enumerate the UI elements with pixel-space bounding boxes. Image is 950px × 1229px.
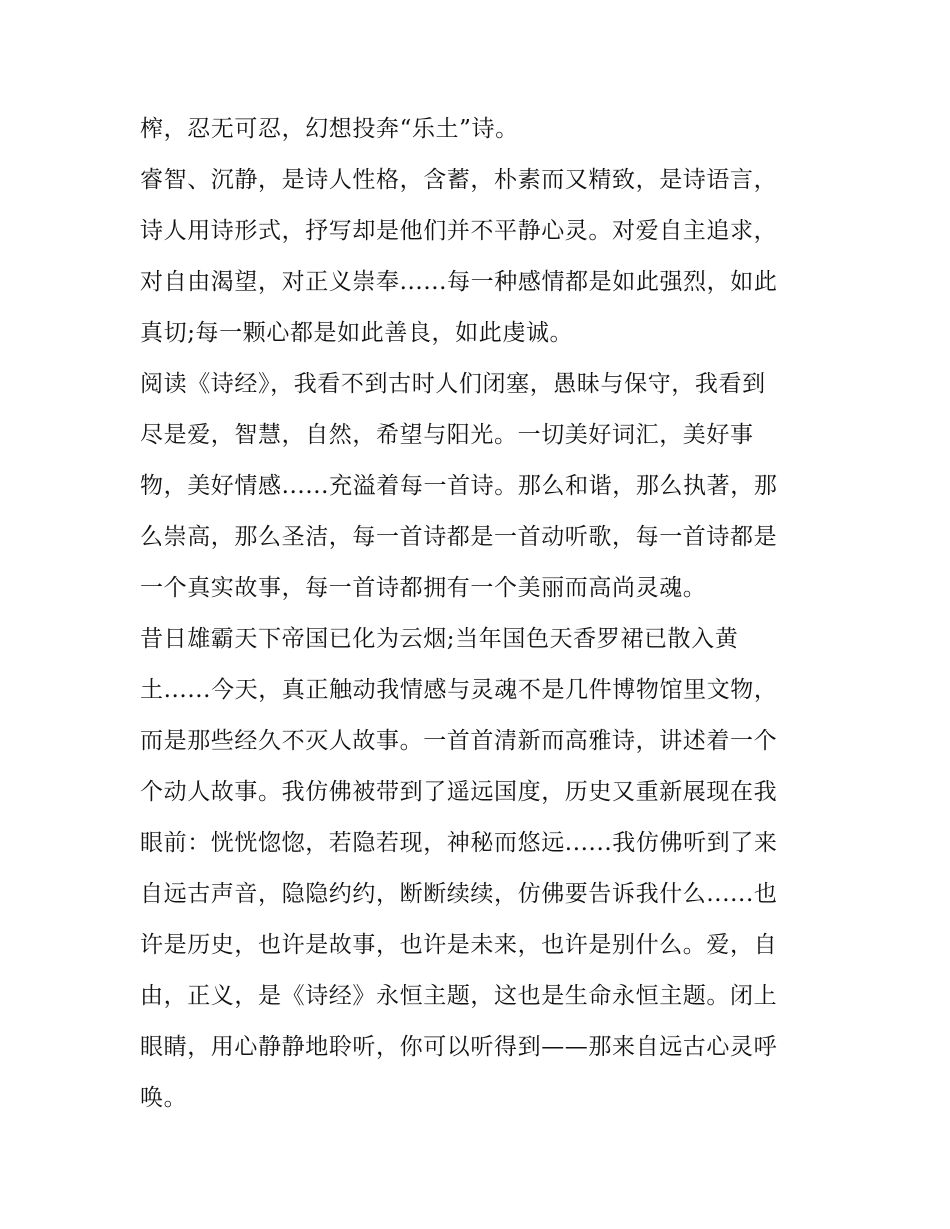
text-line: 眼睛，用心静静地聆听，你可以听得到——那来自远古心灵呼 [140, 1034, 778, 1060]
text-line: 个动人故事。我仿佛被带到了遥远国度，历史又重新展现在我 [140, 779, 778, 805]
text-line: 眼前：恍恍惚惚，若隐若现，神秘而悠远......我仿佛听到了来 [140, 830, 778, 856]
text-line: 么崇高，那么圣洁，每一首诗都是一首动听歌，每一首诗都是 [140, 524, 778, 550]
document-body [140, 104, 820, 1124]
text-line: 唤。 [140, 1085, 188, 1111]
text-line: 真切;每一颗心都是如此善良，如此虔诚。 [140, 320, 574, 346]
text-line: 诗人用诗形式，抒写却是他们并不平静心灵。对爱自主追求， [140, 218, 778, 244]
text-line: 许是历史，也许是故事，也许是未来，也许是别什么。爱，自 [140, 932, 778, 958]
text-line: 昔日雄霸天下帝国已化为云烟;当年国色天香罗裙已散入黄 [140, 626, 739, 652]
text-line: 睿智、沉静，是诗人性格，含蓄，朴素而又精致，是诗语言， [140, 167, 778, 193]
text-line: 对自由渴望，对正义崇奉......每一种感情都是如此强烈，如此 [140, 269, 778, 295]
text-line: 由，正义，是《诗经》永恒主题，这也是生命永恒主题。闭上 [140, 983, 778, 1009]
text-line: 土......今天，真正触动我情感与灵魂不是几件博物馆里文物， [140, 677, 778, 703]
text-line: 阅读《诗经》，我看不到古时人们闭塞，愚昧与保守，我看到 [140, 371, 766, 397]
text-line: 榨，忍无可忍，幻想投奔“乐土”诗。 [140, 116, 519, 142]
text-line: 自远古声音，隐隐约约，断断续续，仿佛要告诉我什么......也 [140, 881, 778, 907]
text-line: 一个真实故事，每一首诗都拥有一个美丽而高尚灵魂。 [140, 575, 707, 601]
text-line: 而是那些经久不灭人故事。一首首清新而高雅诗，讲述着一个 [140, 728, 778, 754]
text-line: 尽是爱，智慧，自然，希望与阳光。一切美好词汇，美好事 [140, 422, 754, 448]
text-line: 物，美好情感......充溢着每一首诗。那么和谐，那么执著，那 [140, 473, 778, 499]
